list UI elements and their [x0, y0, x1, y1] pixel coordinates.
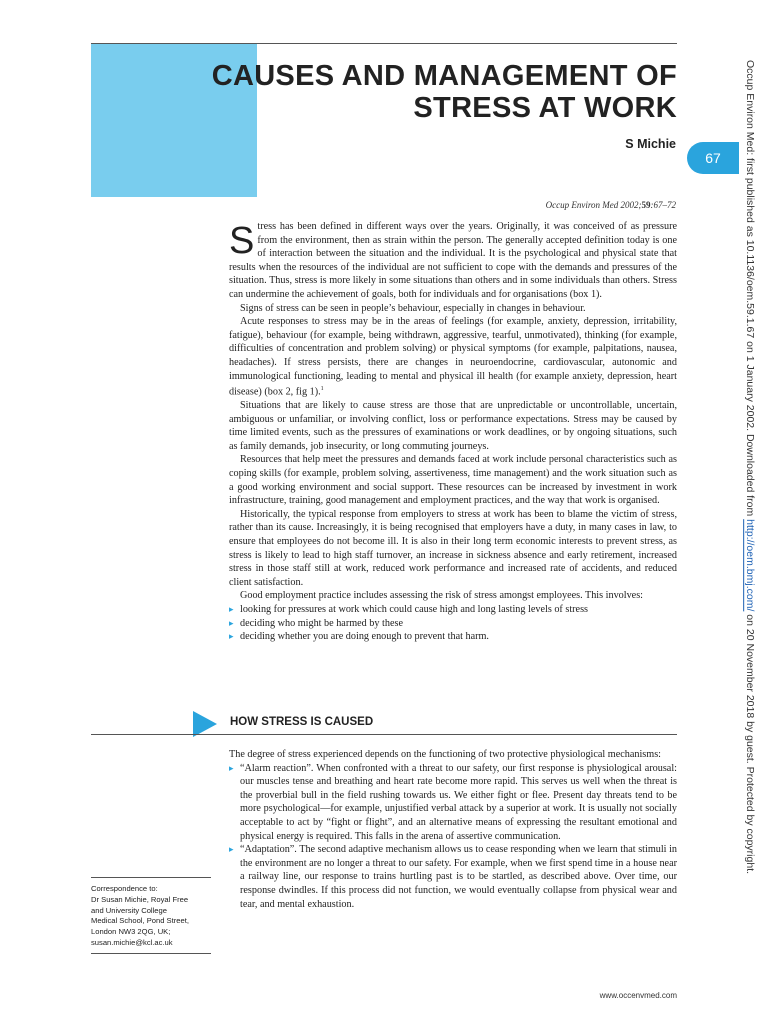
sidebar-text-after: on 20 November 2018 by guest. Protected by copyright. — [744, 611, 756, 875]
mechanisms-list — [229, 762, 677, 912]
correspondence-line: and University College — [91, 905, 167, 915]
correspondence-line: London NW3 2QG, UK; — [91, 927, 171, 937]
list-item: ▸ “Adaptation”. The second adaptive mechanism allows us to cease responding when we learn that stimuli in the environment are no longer a threat to our safety. For example, when we first spend time in a house near a railway line, our response to trains hurtling past is to be startled, as described above. Over time, our response dwindles. If this process did not function, we would eventually collapse from physical wear and tear, and mental exhaustion. — [229, 843, 677, 911]
correspondence-rule-bottom — [91, 953, 211, 954]
paragraph-3-text: Acute responses to stress may be in the areas of feelings (for example, anxiety, depression, irritability, fatigue), behaviour (for example, being withdrawn, aggressive, tearful, unmotivated), thinking (for example, difficulties of concentration and problem solving) or physical symptoms (for example, palpitations, nausea, headaches). If stress persists, there are changes in neuroendocrine, cardiovascular, autonomic and immunological functioning, leading to mental and physical ill health (for example anxiety, depression, heart disease) (box 2, fig 1). — [229, 316, 677, 398]
section-body — [229, 748, 677, 911]
sidebar-text-before: Occup Environ Med: first published as 10.1136/oem.59.1.67 on 1 January 2002. Downloaded from — [744, 60, 756, 520]
title-line-1: CAUSES AND MANAGEMENT OF — [211, 60, 677, 92]
citation-year: 2002; — [620, 200, 642, 210]
paragraph-4: Situations that are likely to cause stress are those that are unpredictable or uncontrollable, uncertain, ambiguous or unfamiliar, or involving conflict, loss or performance expectations. Stress may be caused by time limited events, such as the pressures of examinations or work deadlines, or by ongoing situations, such as family demands, job insecurity, or long commuting journeys. — [229, 400, 677, 452]
paragraph-3 — [229, 315, 677, 399]
section-heading: HOW STRESS IS CAUSED — [230, 716, 374, 728]
citation-volume: 59 — [641, 200, 651, 210]
risk-assessment-list — [229, 603, 677, 644]
journal-citation — [546, 200, 676, 210]
download-notice-sidebar — [739, 60, 761, 964]
title-line-2: STRESS AT WORK — [413, 92, 677, 124]
correspondence-line: Medical School, Pond Street, — [91, 916, 189, 926]
paragraph-5: Resources that help meet the pressures and demands faced at work include personal characteristics such as coping skills (for example, problem solving, assertiveness, time management) and the work situation such as a good working environment and social support. These resources can be increased by investment in work infrastructure, training, good management and employment practices, and the way that work is organised. — [229, 454, 677, 507]
author-name: S Michie — [625, 137, 676, 151]
drop-cap: S — [229, 220, 255, 262]
list-item: ▸ “Alarm reaction”. When confronted with a threat to our safety, our first response is physiological arousal: our muscles tense and breathing and heart rate become more rapid. This serves us well when the threat is the proverbial bull in the field rushing towards us. We either fight or flee. Present day threats tend to be more psychological—for example, unjustified verbal attack by a superior at work. It is usually not socially acceptable to act by “fight or flight”, and an alternative means of expressing the resultant emotional and physical energy is required. This falls in the arena of assertive communication. — [229, 762, 677, 844]
paragraph-1-text: tress has been defined in different ways over the years. Originally, it was conceived of as pressure from the environment, then as strain within the person. The generally accepted definition today is one of interaction between the situation and the individual. It is the psychological and physical state that results when the resources of the individual are not sufficient to cope with the demands and pressures of the situation. Thus, stress is more likely in some situations than others and in some individuals than others. Stress can undermine the achievement of goals, both for individuals and for organisations (box 1). — [229, 221, 677, 300]
footer-url[interactable]: www.occenvmed.com — [599, 991, 677, 1000]
section-rule — [91, 734, 677, 735]
correspondence-block — [91, 884, 213, 949]
list-item: ▸ deciding whether you are doing enough to prevent that harm. — [229, 630, 677, 644]
article-body-intro — [229, 220, 677, 644]
correspondence-line: Dr Susan Michie, Royal Free — [91, 894, 189, 904]
correspondence-email[interactable]: susan.michie@kcl.ac.uk — [91, 937, 173, 947]
paragraph-2: Signs of stress can be seen in people’s behaviour, especially in changes in behaviour. — [240, 302, 586, 314]
paragraph-1 — [229, 220, 677, 302]
citation-pages: :67–72 — [650, 200, 676, 210]
correspondence-line: Correspondence to: — [91, 884, 158, 893]
page-number-badge: 67 — [687, 142, 739, 174]
reference-marker[interactable]: 1 — [320, 386, 324, 393]
paragraph-7: Good employment practice includes assessing the risk of stress amongst employees. This involves: — [240, 590, 643, 602]
section-intro: The degree of stress experienced depends on the functioning of two protective physiological mechanisms: — [229, 749, 661, 760]
paragraph-6: Historically, the typical response from employers to stress at work has been to blame the victim of stress, rather than its cause. Increasingly, it is being recognised that employers have a duty, in many cases in law, to ensure that employees do not become ill. It is also in their long term economic interests to prevent stress, as stress is likely to lead to high staff turnover, an increase in sickness absence and early retirement, increased stress in those staff still at work, reduced work performance and increased rate of accidents, and reduced client satisfaction. — [229, 508, 677, 588]
correspondence-rule-top — [91, 877, 211, 878]
article-title — [157, 60, 677, 124]
citation-journal: Occup Environ Med — [545, 200, 621, 210]
list-item: ▸ looking for pressures at work which could cause high and long lasting levels of stress — [229, 603, 677, 617]
list-item: ▸ deciding who might be harmed by these — [229, 617, 677, 631]
sidebar-journal-link[interactable]: http://oem.bmj.com/ — [744, 519, 756, 612]
